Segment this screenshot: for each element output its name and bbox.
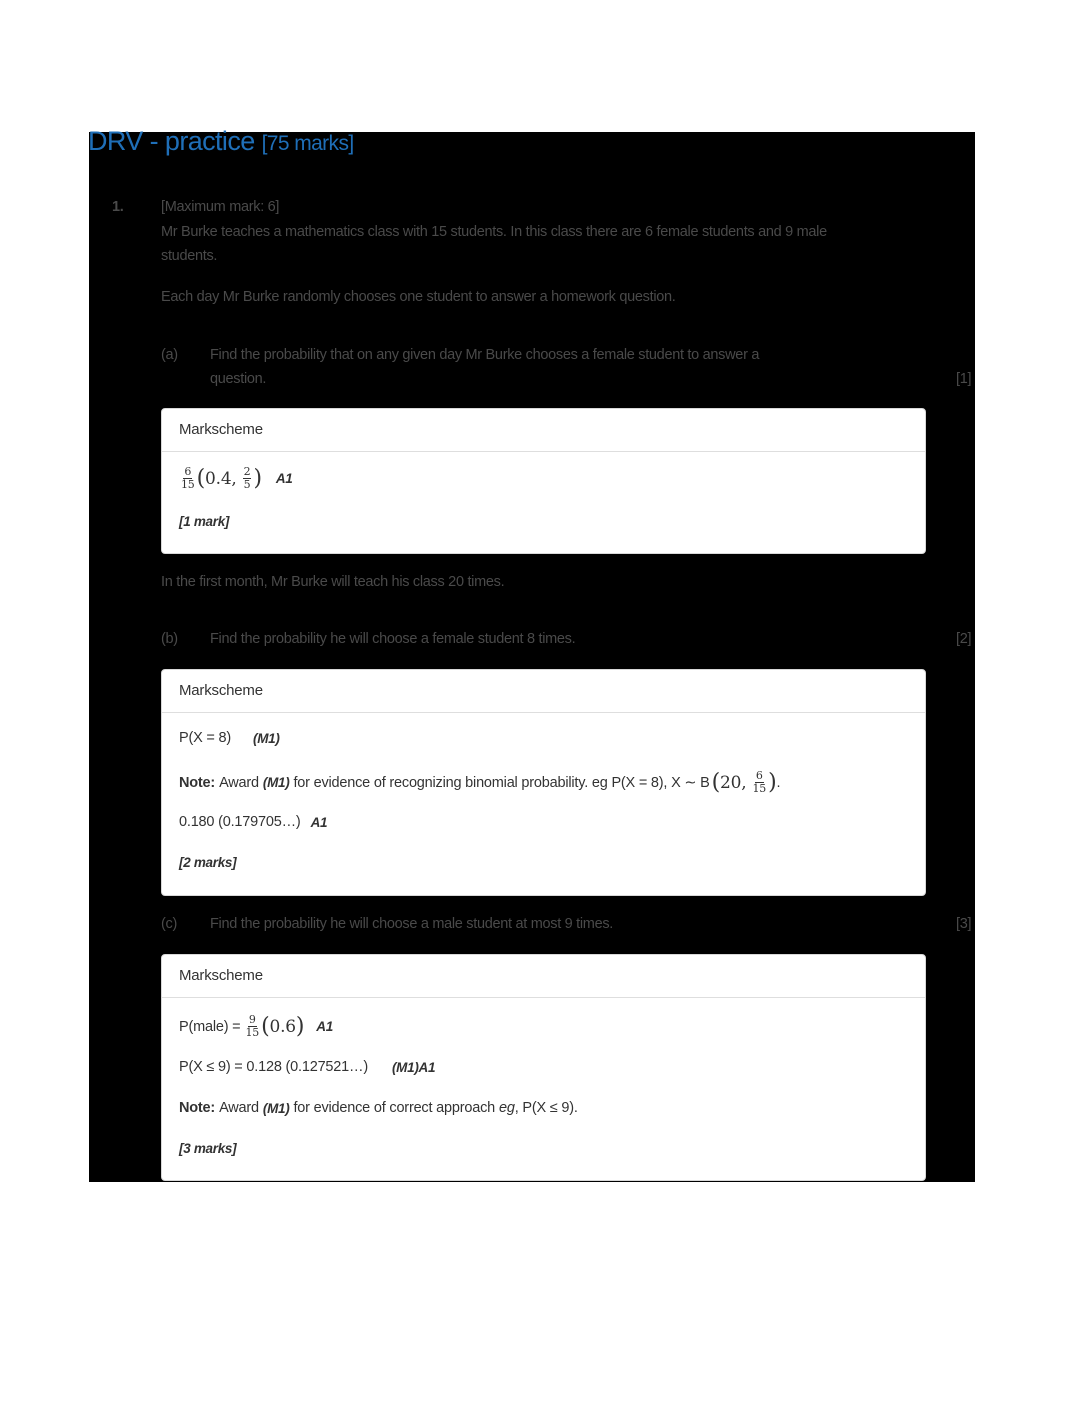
page-title-marks: [75 marks] (261, 132, 354, 155)
markscheme-a-answer: $\frac{6}{15}$ ( 0.4, $\frac{2}{5}$ ) A1 (181, 465, 293, 491)
part-b-label: (b) (161, 631, 178, 647)
award-a1: A1 (275, 471, 293, 486)
markscheme-c (161, 954, 926, 1181)
part-c-marks: [3] (956, 916, 972, 932)
part-c-label: (c) (161, 916, 178, 932)
markscheme-c-header: Markscheme (162, 955, 925, 998)
markscheme-b-header: Markscheme (162, 670, 925, 713)
markscheme-b-line1: P(X = 8) (M1) (179, 730, 280, 746)
markscheme-b-total: [2 marks] (179, 855, 237, 870)
between-text: In the first month, Mr Burke will teach his class 20 times. (161, 574, 505, 590)
markscheme-b-note: Note: Award (M1) for evidence of recognizing binomial probability. eg P(X = 8), X ∼ B ( 20, $\frac{6}{15}$ ) . (179, 769, 781, 795)
markscheme-c-line1: P(male) = $\frac{9}{15}$ ( 0.6 ) A1 (179, 1013, 333, 1039)
question-intro-line2: students. (161, 248, 218, 264)
part-c-text: Find the probability he will choose a male student at most 9 times. (210, 916, 614, 932)
max-mark: [Maximum mark: 6] (161, 199, 280, 215)
question-intro-line1: Mr Burke teaches a mathematics class with 15 students. In this class there are 6 female students and 9 male (161, 224, 827, 240)
markscheme-a (161, 408, 926, 554)
part-b-text: Find the probability he will choose a female student 8 times. (210, 631, 576, 647)
award-a1-b: A1 (310, 814, 328, 830)
markscheme-c-note: Note: Award (M1) for evidence of correct approach eg , P(X ≤ 9). (179, 1100, 578, 1116)
award-m1a1: (M1)A1 (391, 1059, 436, 1075)
fraction-9-15: $\frac{9}{15}$ (245, 1013, 260, 1039)
part-a-marks: [1] (956, 371, 972, 387)
page-title (88, 126, 354, 157)
markscheme-b-line3: 0.180 (0.179705…) A1 (179, 814, 328, 830)
fraction-6-15-b: $\frac{6}{15}$ (752, 769, 767, 795)
page-title-text: DRV - practice (88, 126, 255, 156)
fraction-2-5: $\frac{2}{5}$ (243, 465, 251, 491)
question-number: 1. (112, 199, 124, 215)
question-intro-para2: Each day Mr Burke randomly chooses one student to answer a homework question. (161, 289, 676, 305)
markscheme-b (161, 669, 926, 896)
markscheme-a-total: [1 mark] (179, 514, 230, 529)
fraction-6-15: $\frac{6}{15}$ (181, 465, 195, 491)
markscheme-c-line2: P(X ≤ 9) = 0.128 (0.127521…) (M1)A1 (179, 1059, 436, 1075)
markscheme-a-header: Markscheme (162, 409, 925, 452)
markscheme-c-total: [3 marks] (179, 1141, 237, 1156)
part-a-label: (a) (161, 347, 178, 363)
part-a-text-line1: Find the probability that on any given day Mr Burke chooses a female student to answer a (210, 347, 760, 363)
award-a1-c: A1 (316, 1019, 333, 1034)
part-a-text-line2: question. (210, 371, 267, 387)
award-m1: (M1) (253, 730, 280, 746)
part-b-marks: [2] (956, 631, 972, 647)
